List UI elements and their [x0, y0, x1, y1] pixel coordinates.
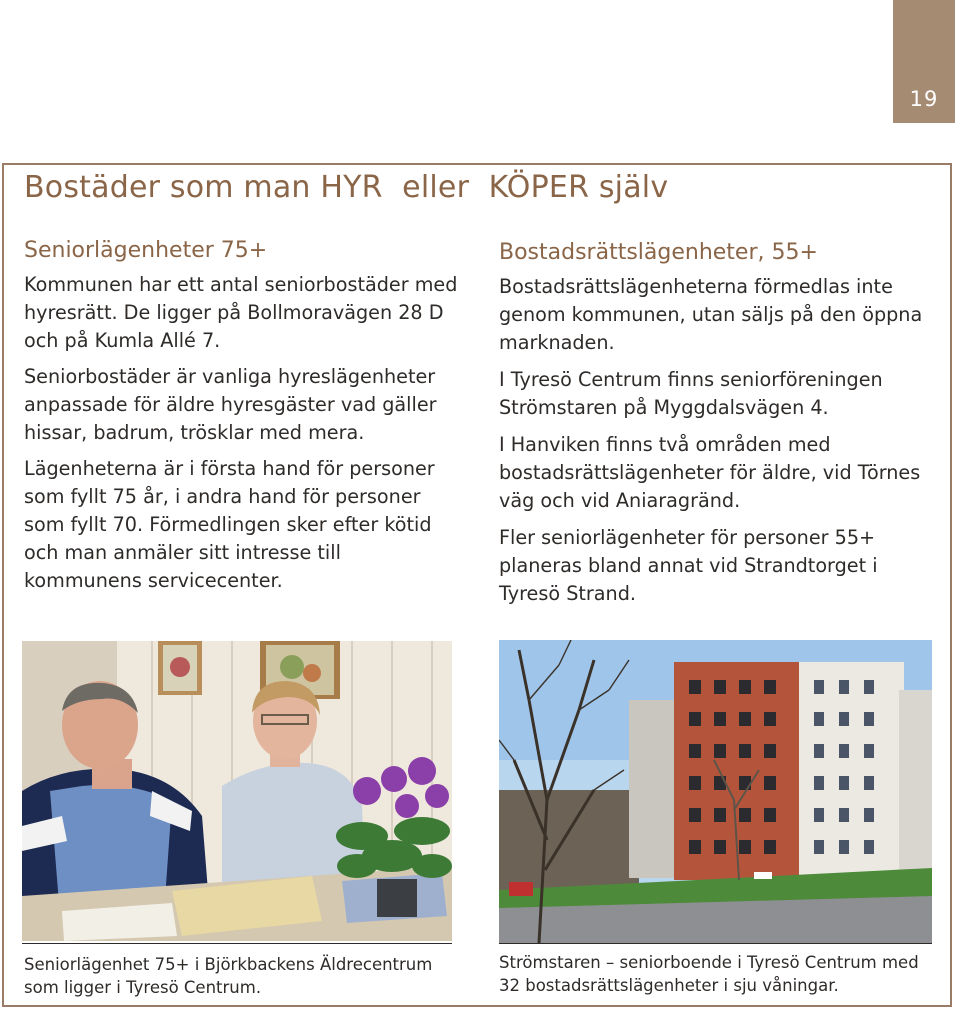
right-paragraph: Bostadsrättslägenheterna förmedlas inte genom kommunen, utan säljs på den öppna marknaden.: [499, 275, 923, 354]
left-heading: Seniorlägenheter 75+: [24, 238, 268, 263]
right-paragraph: I Tyresö Centrum finns seniorföreningen Strömstaren på Myggdalsvägen 4.: [499, 368, 883, 419]
page-number-tab: [893, 0, 955, 123]
caption-divider: [22, 943, 452, 944]
caption-left: Seniorlägenhet 75+ i Björkbackens Äldrecentrum som ligger i Tyresö Centrum.: [24, 955, 433, 997]
left-paragraph: Seniorbostäder är vanliga hyreslägenheter anpassade för äldre hyresgäster vad gäller hissar, badrum, trösklar med mera.: [24, 365, 437, 444]
right-paragraph: Fler seniorlägenheter för personer 55+ planeras bland annat vid Strandtorget i Tyresö Strand.: [499, 526, 878, 605]
right-heading: Bostadsrättslägenheter, 55+: [499, 240, 818, 265]
left-paragraph: Kommunen har ett antal seniorbostäder med hyresrätt. De ligger på Bollmoravägen 28 D och på Kumla Allé 7.: [24, 273, 458, 352]
left-paragraph: Lägenheterna är i första hand för personer som fyllt 75 år, i andra hand för personer som fyllt 70. Förmedlingen sker efter kötid och man anmäler sitt intresse till kommunens servicecenter.: [24, 457, 435, 592]
page-number: 19: [909, 87, 939, 111]
caption-divider: [499, 943, 932, 944]
page-title: Bostäder som man HYR eller KÖPER själv: [24, 170, 669, 205]
photo-apartment-building: [499, 640, 932, 943]
caption-right: Strömstaren – seniorboende i Tyresö Centrum med 32 bostadsrättslägenheter i sju våningar.: [499, 953, 919, 995]
left-column: [24, 238, 464, 603]
right-column: [499, 240, 939, 617]
right-paragraph: I Hanviken finns två områden med bostadsrättslägenheter för äldre, vid Törnes väg och vid Aniaragränd.: [499, 433, 921, 512]
photo-seniors-at-table: [22, 641, 452, 941]
